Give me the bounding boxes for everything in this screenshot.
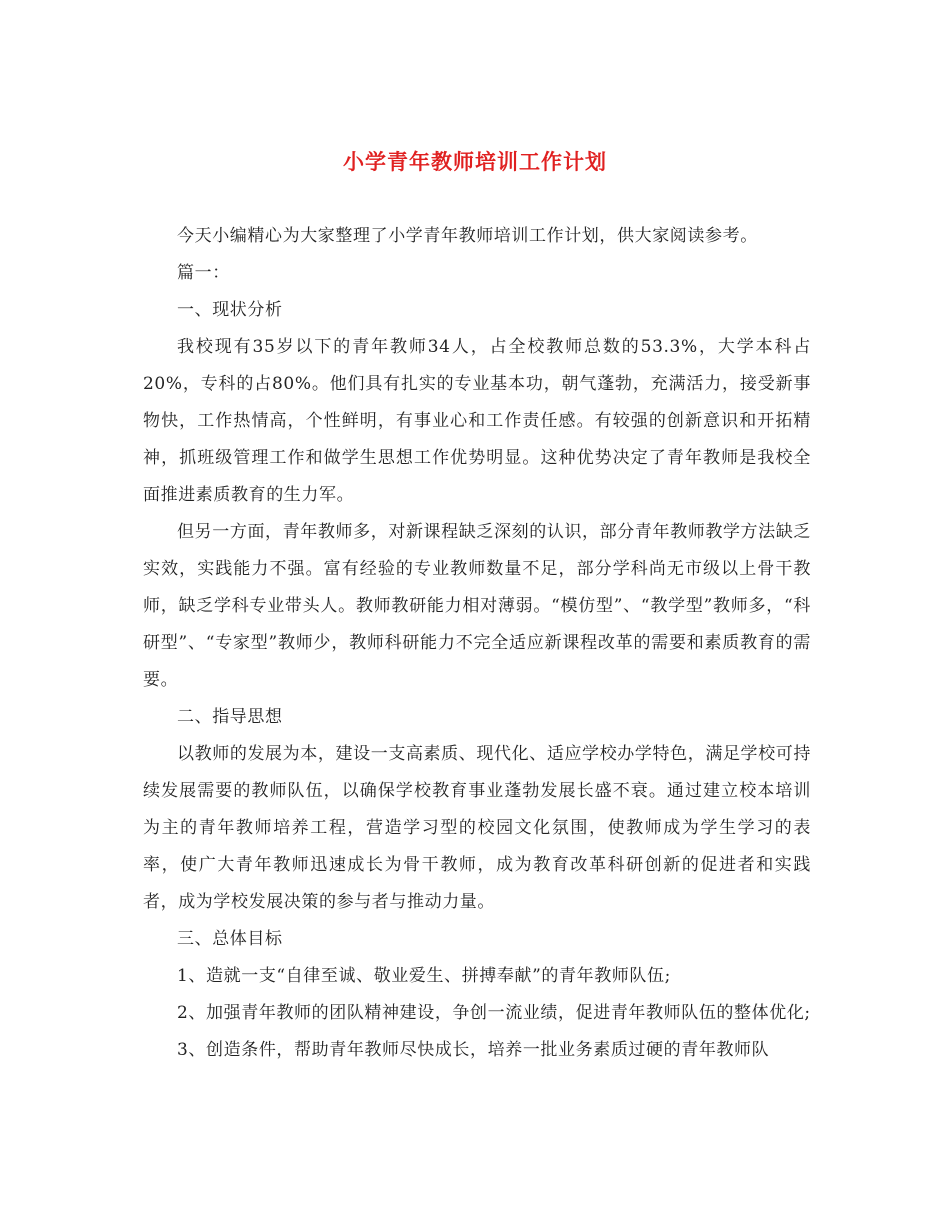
list-item: 1、造就一支“自律至诚、敬业爱生、拼搏奉献”的青年教师队伍;	[177, 966, 671, 986]
document-body	[143, 218, 811, 1069]
document-title: 小学青年教师培训工作计划	[343, 149, 607, 175]
section-heading-3: 三、总体目标	[177, 929, 283, 949]
section-heading-2: 二、指导思想	[177, 707, 283, 727]
intro-paragraph: 今天小编精心为大家整理了小学青年教师培训工作计划，供大家阅读参考。	[177, 226, 758, 246]
body-paragraph: 以教师的发展为本，建设一支高素质、现代化、适应学校办学特色，满足学校可持续发展需要的教师队伍，以确保学校教育事业蓬勃发展长盛不衰。通过建立校本培训为主的青年教师培养工程，营造学习型的校园文化氛围，使教师成为学生学习的表率，使广大青年教师迅速成长为骨干教师，成为教育改革科研创新的促进者和实践者，成为学校发展决策的参与者与推动力量。	[143, 744, 811, 912]
list-item: 3、创造条件，帮助青年教师尽快成长，培养一批业务素质过硬的青年教师队	[177, 1040, 770, 1060]
section-heading-1: 一、现状分析	[177, 300, 283, 320]
body-paragraph: 但另一方面，青年教师多，对新课程缺乏深刻的认识，部分青年教师教学方法缺乏实效，实践能力不强。富有经验的专业教师数量不足，部分学科尚无市级以上骨干教师，缺乏学科专业带头人。教师教研能力相对薄弱。“模仿型”、“教学型”教师多，“科研型”、“专家型”教师少，教师科研能力不完全适应新课程改革的需要和素质教育的需要。	[143, 522, 811, 690]
list-item: 2、加强青年教师的团队精神建设，争创一流业绩，促进青年教师队伍的整体优化;	[177, 1003, 811, 1023]
part-heading: 篇一：	[177, 263, 230, 283]
body-paragraph: 我校现有35岁以下的青年教师34人，占全校教师总数的53.3%，大学本科占20%，专科的占80%。他们具有扎实的专业基本功，朝气蓬勃，充满活力，接受新事物快，工作热情高，个性鲜明，有事业心和工作责任感。有较强的创新意识和开拓精神，抓班级管理工作和做学生思想工作优势明显。这种优势决定了青年教师是我校全面推进素质教育的生力军。	[143, 337, 811, 505]
